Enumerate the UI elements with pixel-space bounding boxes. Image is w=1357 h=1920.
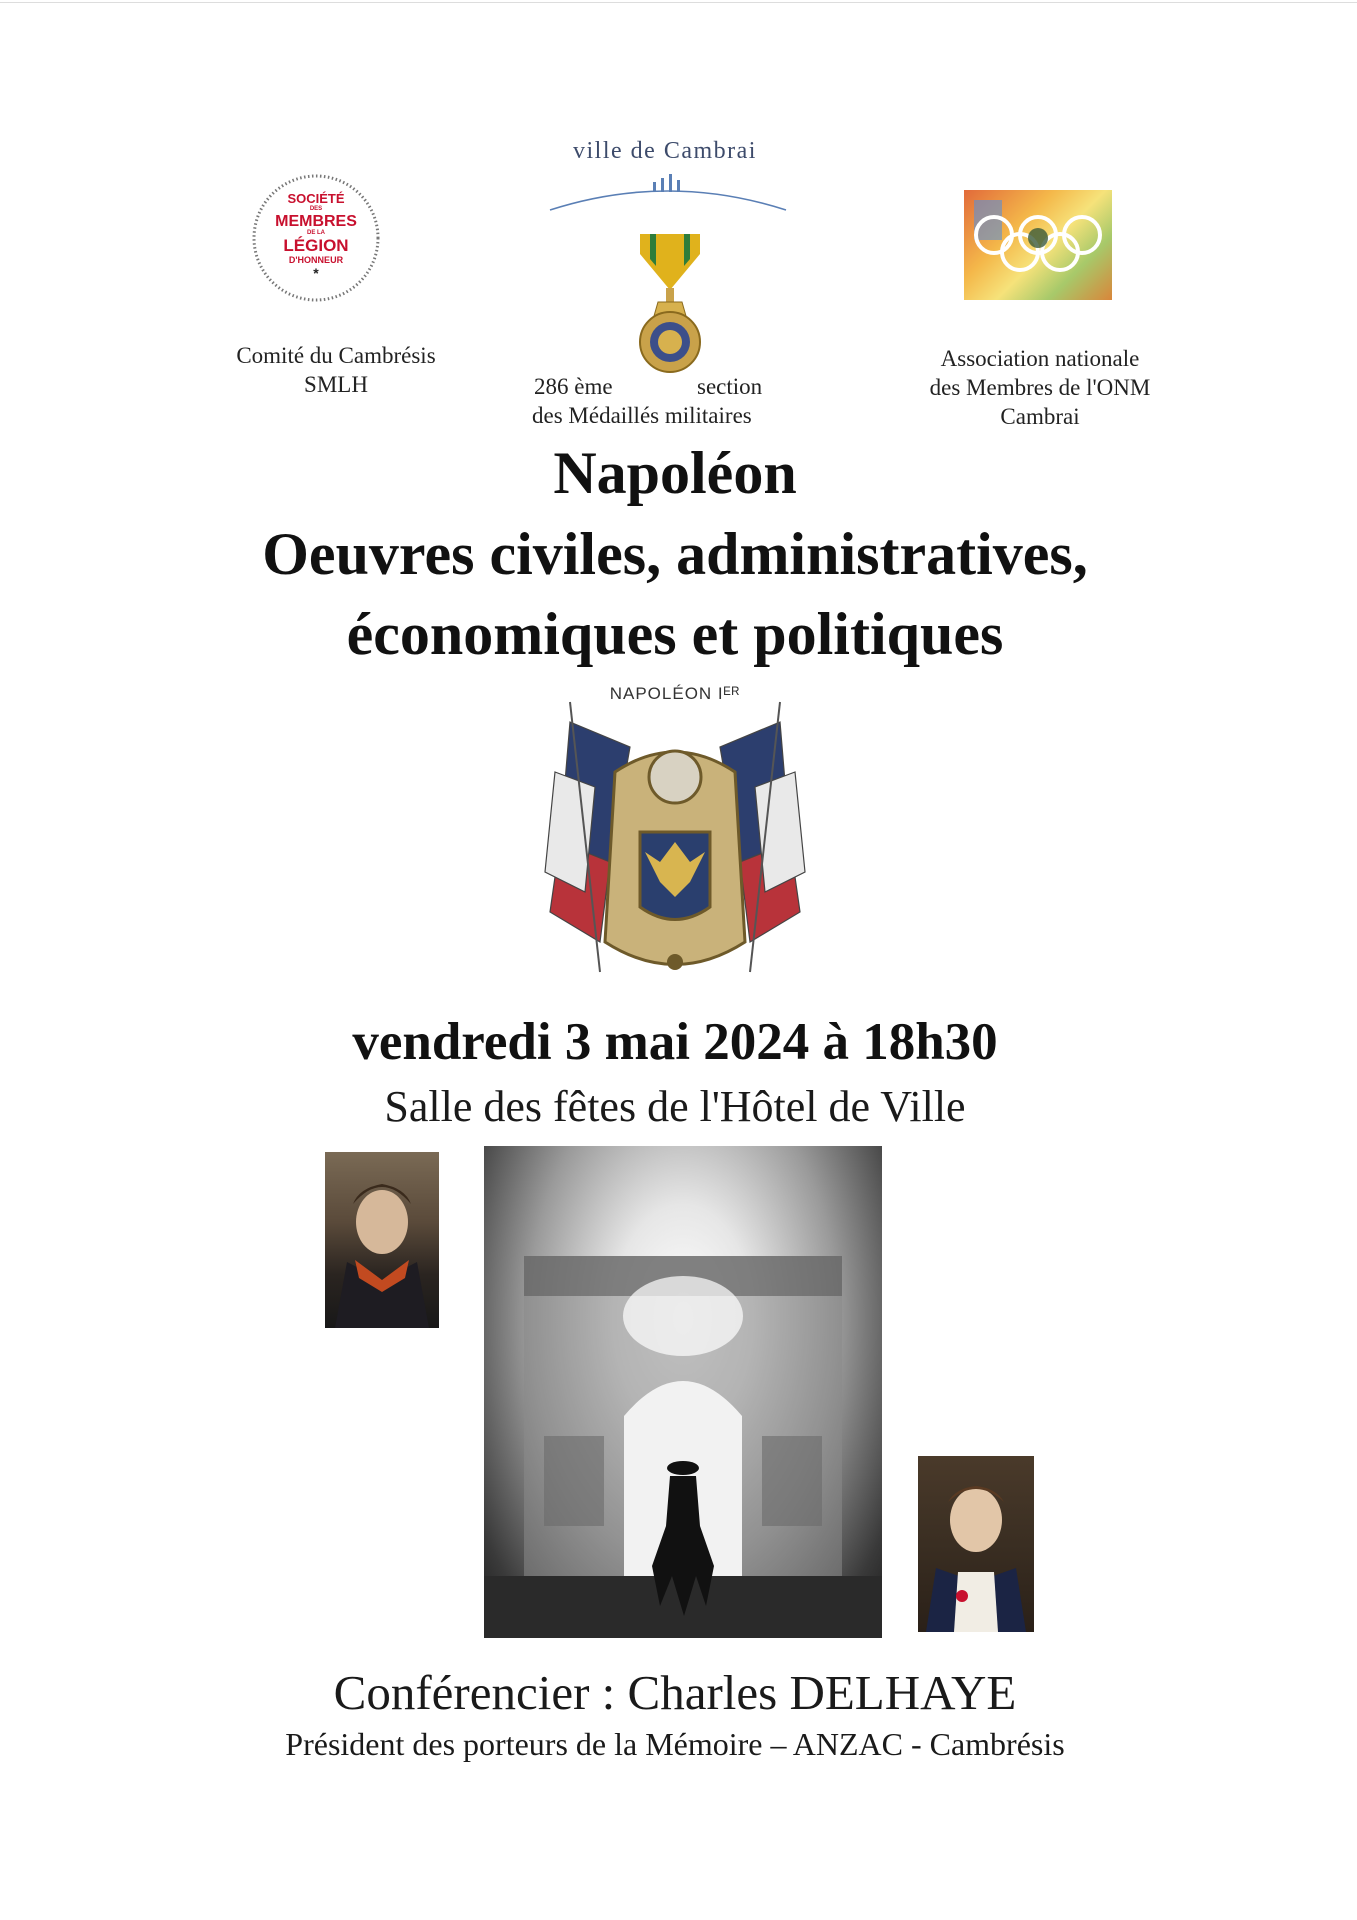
cambrai-skyline-icon bbox=[548, 168, 788, 214]
seal-text-3: MEMBRES bbox=[275, 213, 357, 230]
napoleon-coat-of-arms-icon bbox=[540, 692, 810, 992]
seal-text-7: * bbox=[313, 265, 319, 281]
seal-text-1: SOCIÉTÉ bbox=[287, 191, 345, 206]
onm-caption bbox=[890, 344, 1190, 431]
seal-text-6: D'HONNEUR bbox=[288, 255, 344, 265]
title-line1: Napoléon bbox=[553, 440, 797, 506]
seal-text-4: DE LA bbox=[307, 230, 325, 236]
speaker-line: Conférencier : Charles DELHAYE bbox=[333, 1665, 1017, 1720]
onm-logo bbox=[964, 190, 1112, 300]
portrait-napoleon-uniform bbox=[918, 1456, 1034, 1632]
event-datetime: vendredi 3 mai 2024 à 18h30 bbox=[352, 1013, 998, 1071]
seal-text-2: DES bbox=[309, 206, 323, 212]
smlh-caption bbox=[196, 341, 476, 399]
event-venue: Salle des fêtes de l'Hôtel de Ville bbox=[384, 1082, 966, 1131]
onm-caption-line1: Association nationale bbox=[940, 346, 1140, 371]
seal-text-5: LÉGION bbox=[283, 236, 349, 255]
title-line2: Oeuvres civiles, administratives, bbox=[262, 521, 1088, 587]
smlh-caption-line1: Comité du Cambrésis bbox=[236, 343, 436, 368]
onm-caption-line3: Cambrai bbox=[1000, 404, 1080, 429]
smlh-caption-line2: SMLH bbox=[304, 372, 368, 397]
top-border bbox=[0, 2, 1357, 3]
arc-de-triomphe-photo bbox=[484, 1146, 882, 1638]
cambrai-town-name: ville de Cambrai bbox=[573, 138, 757, 164]
title-line3: économiques et politiques bbox=[346, 601, 1004, 667]
military-medal-icon bbox=[630, 232, 710, 380]
speaker-role: Président des porteurs de la Mémoire – ANZAC - Cambrésis bbox=[285, 1726, 1065, 1762]
onm-rings-icon bbox=[964, 190, 1112, 300]
cambrai-caption bbox=[532, 372, 792, 430]
onm-caption-line2: des Membres de l'ONM bbox=[929, 375, 1151, 400]
cambrai-caption-line2: des Médaillés militaires bbox=[532, 403, 752, 428]
smlh-logo bbox=[250, 172, 382, 304]
cambrai-caption-section-word: section bbox=[697, 374, 763, 399]
emblem-caption: NAPOLÉON Iᴱᴿ bbox=[609, 684, 741, 703]
cambrai-caption-section-number: 286 ème bbox=[534, 374, 613, 399]
portrait-young-napoleon bbox=[325, 1152, 439, 1328]
